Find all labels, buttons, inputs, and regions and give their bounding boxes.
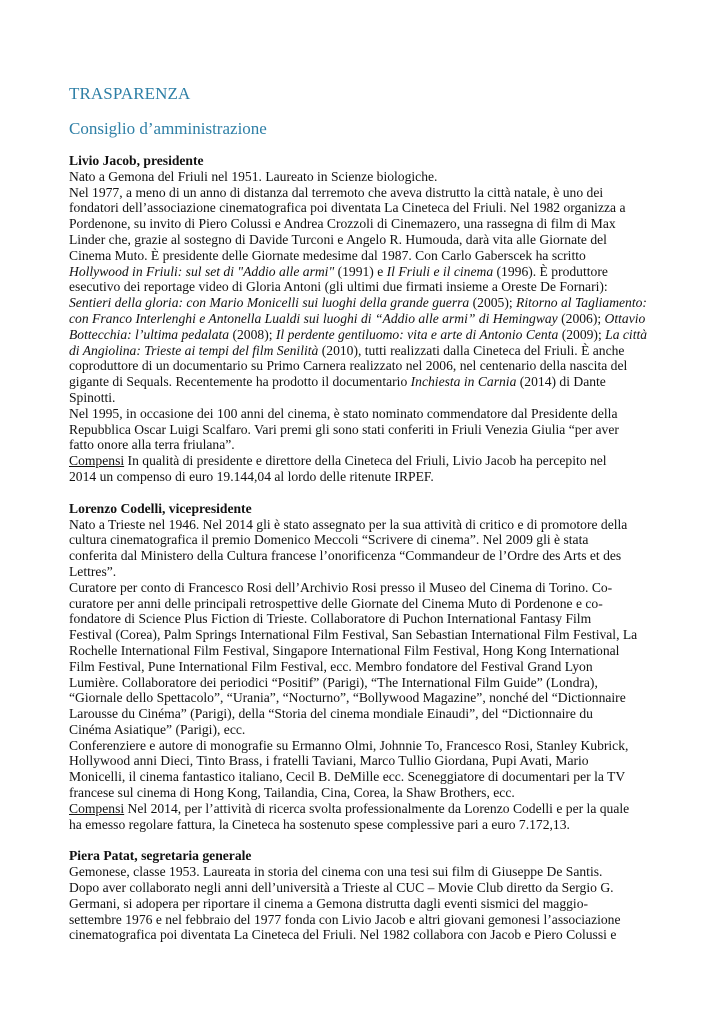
text-line: Nel 1995, in occasione dei 100 anni del cinema, è stato nominato commendatore dal Presidente della	[69, 405, 618, 421]
text-line: coproduttore di un documentario su Primo Carnera realizzato nel 2006, nel centenario della nascita del	[69, 358, 628, 374]
text-line: Cinéma Asiatique” (Parigi), ecc.	[69, 721, 246, 737]
text-line: curatore per anni delle principali retrospettive delle Giornate del Cinema Muto di Pordenone e co-	[69, 595, 603, 611]
paragraph-gap	[69, 832, 659, 848]
text-line: Spinotti.	[69, 389, 116, 405]
text-line: fatto onore alla terra friulana”.	[69, 437, 235, 453]
text-line: Bottecchia: l’ultima pedalata (2008); Il perdente gentiluomo: vita e arte di Antonio Centa (2009); La città	[69, 326, 648, 342]
text-line: Nel 1977, a meno di un anno di distanza dal terremoto che aveva distrutto la città natale, è uno dei	[69, 184, 604, 200]
work-title: di Angiolina: Trieste ai tempi del film Senilità	[69, 342, 319, 358]
text-line: gigante di Sequals. Recentemente ha prodotto il documentario Inchiesta in Carnia (2014) di Dante	[69, 374, 606, 390]
text-line: settembre 1976 e nel febbraio del 1977 fonda con Livio Jacob e altri giovani gemonesi l’associazione	[69, 911, 621, 927]
text-line: Nato a Gemona del Friuli nel 1951. Laureato in Scienze biologiche.	[69, 168, 438, 184]
text-line: Conferenziere e autore di monografie su Ermanno Olmi, Johnnie To, Francesco Rosi, Stanley Kubrick,	[69, 737, 629, 753]
text-line: Hollywood anni Dieci, Tinto Brass, i fratelli Taviani, Marco Tullio Giordana, Pupi Avati, Mario	[69, 753, 589, 769]
text-line: Curatore per conto di Francesco Rosi dell’Archivio Rosi presso il Museo del Cinema di Torino. Co-	[69, 579, 613, 595]
work-title: con Franco Interlenghi e Antonella Lualdi sui luoghi di “Addio alle armi” di Hemingway	[69, 310, 558, 326]
text-line: Hollywood in Friuli: sul set di "Addio alle armi" (1991) e Il Friuli e il cinema (1996). È produttore	[69, 263, 608, 279]
text-line: Sentieri della gloria: con Mario Monicelli sui luoghi della grande guerra (2005); Ritorno al Tagliamento:	[69, 295, 647, 311]
person-heading: Livio Jacob, presidente	[69, 153, 204, 168]
text-line: Dopo aver collaborato negli anni dell’università a Trieste al CUC – Movie Club diretto da Sergio G.	[69, 880, 614, 896]
text-line: fondatori dell’associazione cinematografica poi diventata La Cineteca del Friuli. Nel 1982 organizza a	[69, 200, 626, 216]
text-line: francese sul cinema di Hong Kong, Tailandia, Cina, Corea, la Shaw Brothers, ecc.	[69, 785, 515, 801]
person-heading: Piera Patat, segretaria generale	[69, 848, 252, 864]
text-line: di Angiolina: Trieste ai tempi del film Senilità (2010), tutti realizzati dalla Cineteca del Friuli. È anche	[69, 342, 625, 358]
text-line: Nato a Trieste nel 1946. Nel 2014 gli è stato assegnato per la sua attività di critico e di promotore della	[69, 516, 628, 532]
text-line: ha emesso regolare fattura, la Cineteca ha sostenuto spese complessive pari a euro 7.172,13.	[69, 816, 570, 832]
text-line: cinematografica poi diventata La Cineteca del Friuli. Nel 1982 collabora con Jacob e Piero Colussi e	[69, 927, 617, 943]
compensi-label: Compensi	[69, 800, 125, 816]
work-title: Ritorno al Tagliamento:	[516, 295, 647, 311]
section-heading: Consiglio d’amministrazione	[69, 119, 267, 138]
text-line: Larousse du Cinéma” (Parigi), della “Storia del cinema mondiale Einaudi”, del “Dictionnaire du	[69, 706, 593, 722]
text-line: Germani, si adopera per riportare il cinema a Gemona distrutta dagli eventi sismici del maggio-	[69, 895, 589, 911]
document-body	[69, 153, 659, 943]
work-title: Bottecchia: l’ultima pedalata	[69, 326, 230, 342]
text-line: Repubblica Oscar Luigi Scalfaro. Vari premi gli sono stati conferiti in Friuli Venezia Giulia “per aver	[69, 421, 619, 437]
paragraph-gap	[69, 485, 659, 501]
page-title: TRASPARENZA	[69, 84, 191, 103]
text-line: Lettres”.	[69, 563, 117, 579]
text-line: Linder che, grazie al sostegno di Davide Turconi e Angelo R. Humouda, darà vita alle Giornate del	[69, 231, 607, 247]
compensi-label: Compensi	[69, 453, 125, 469]
text-line: Cinema Muto. È presidente delle Giornate medesime dal 1987. Con Carlo Gaberscek ha scritto	[69, 247, 586, 263]
text-line: fondatore di Science Plus Fiction di Trieste. Collaboratore di Puchon International Fantasy Film	[69, 611, 592, 627]
text-line: 2014 un compenso di euro 19.144,04 al lordo delle ritenute IRPEF.	[69, 468, 434, 484]
work-title: Il perdente gentiluomo: vita e arte di Antonio Centa	[275, 326, 559, 342]
work-title: Hollywood in Friuli: sul set di "Addio alle armi"	[69, 263, 335, 279]
text-line: conferita dal Ministero della Cultura francese l’onorificenza “Commandeur de l’Ordre des Arts et des	[69, 548, 622, 564]
work-title: La città	[605, 326, 648, 342]
work-title: Sentieri della gloria: con Mario Monicelli sui luoghi della grande guerra	[69, 295, 470, 311]
person-heading: Lorenzo Codelli, vicepresidente	[69, 500, 252, 516]
text-line: “Giornale dello Spettacolo”, “Urania”, “Nocturno”, “Bollywood Magazine”, nonché del “Dictionnaire	[69, 690, 626, 706]
text-line: Lumière. Collaboratore dei periodici “Positif” (Parigi), “The International Film Guide” (Londra),	[69, 674, 598, 690]
work-title: Il Friuli e il cinema	[386, 263, 494, 279]
work-title: Ottavio	[604, 310, 646, 326]
work-title: Inchiesta in Carnia	[410, 374, 517, 390]
text-line: Gemonese, classe 1953. Laureata in storia del cinema con una tesi sui film di Giuseppe De Santis.	[69, 864, 603, 880]
text-line: Compensi Nel 2014, per l’attività di ricerca svolta professionalmente da Lorenzo Codelli e per la quale	[69, 800, 630, 816]
text-line: Monicelli, il cinema fantastico italiano, Cecil B. DeMille ecc. Sceneggiatore di documentari per la TV	[69, 769, 626, 785]
text-line: esecutivo dei reportage video di Gloria Antoni (gli ultimi due firmati insieme a Oreste De Fornari):	[69, 279, 608, 295]
text-line: cultura cinematografica il premio Domenico Meccoli “Scrivere di cinema”. Nel 2009 gli è stata	[69, 532, 589, 548]
text-line: Compensi In qualità di presidente e direttore della Cineteca del Friuli, Livio Jacob ha percepito nel	[69, 453, 607, 469]
text-line: Film Festival, Pune International Film Festival, ecc. Membro fondatore del Festival Grand Lyon	[69, 658, 593, 674]
text-line: Rochelle International Film Festival, Singapore International Film Festival, Hong Kong International	[69, 642, 620, 658]
text-line: Pordenone, su invito di Piero Colussi e Andrea Crozzoli di Cinemazero, una rassegna di film di Max	[69, 216, 616, 232]
text-line: con Franco Interlenghi e Antonella Lualdi sui luoghi di “Addio alle armi” di Hemingway (2006); Ottavio	[69, 310, 646, 326]
text-line: Festival (Corea), Palm Springs International Film Festival, San Sebastian International Film Festival, La	[69, 627, 638, 643]
